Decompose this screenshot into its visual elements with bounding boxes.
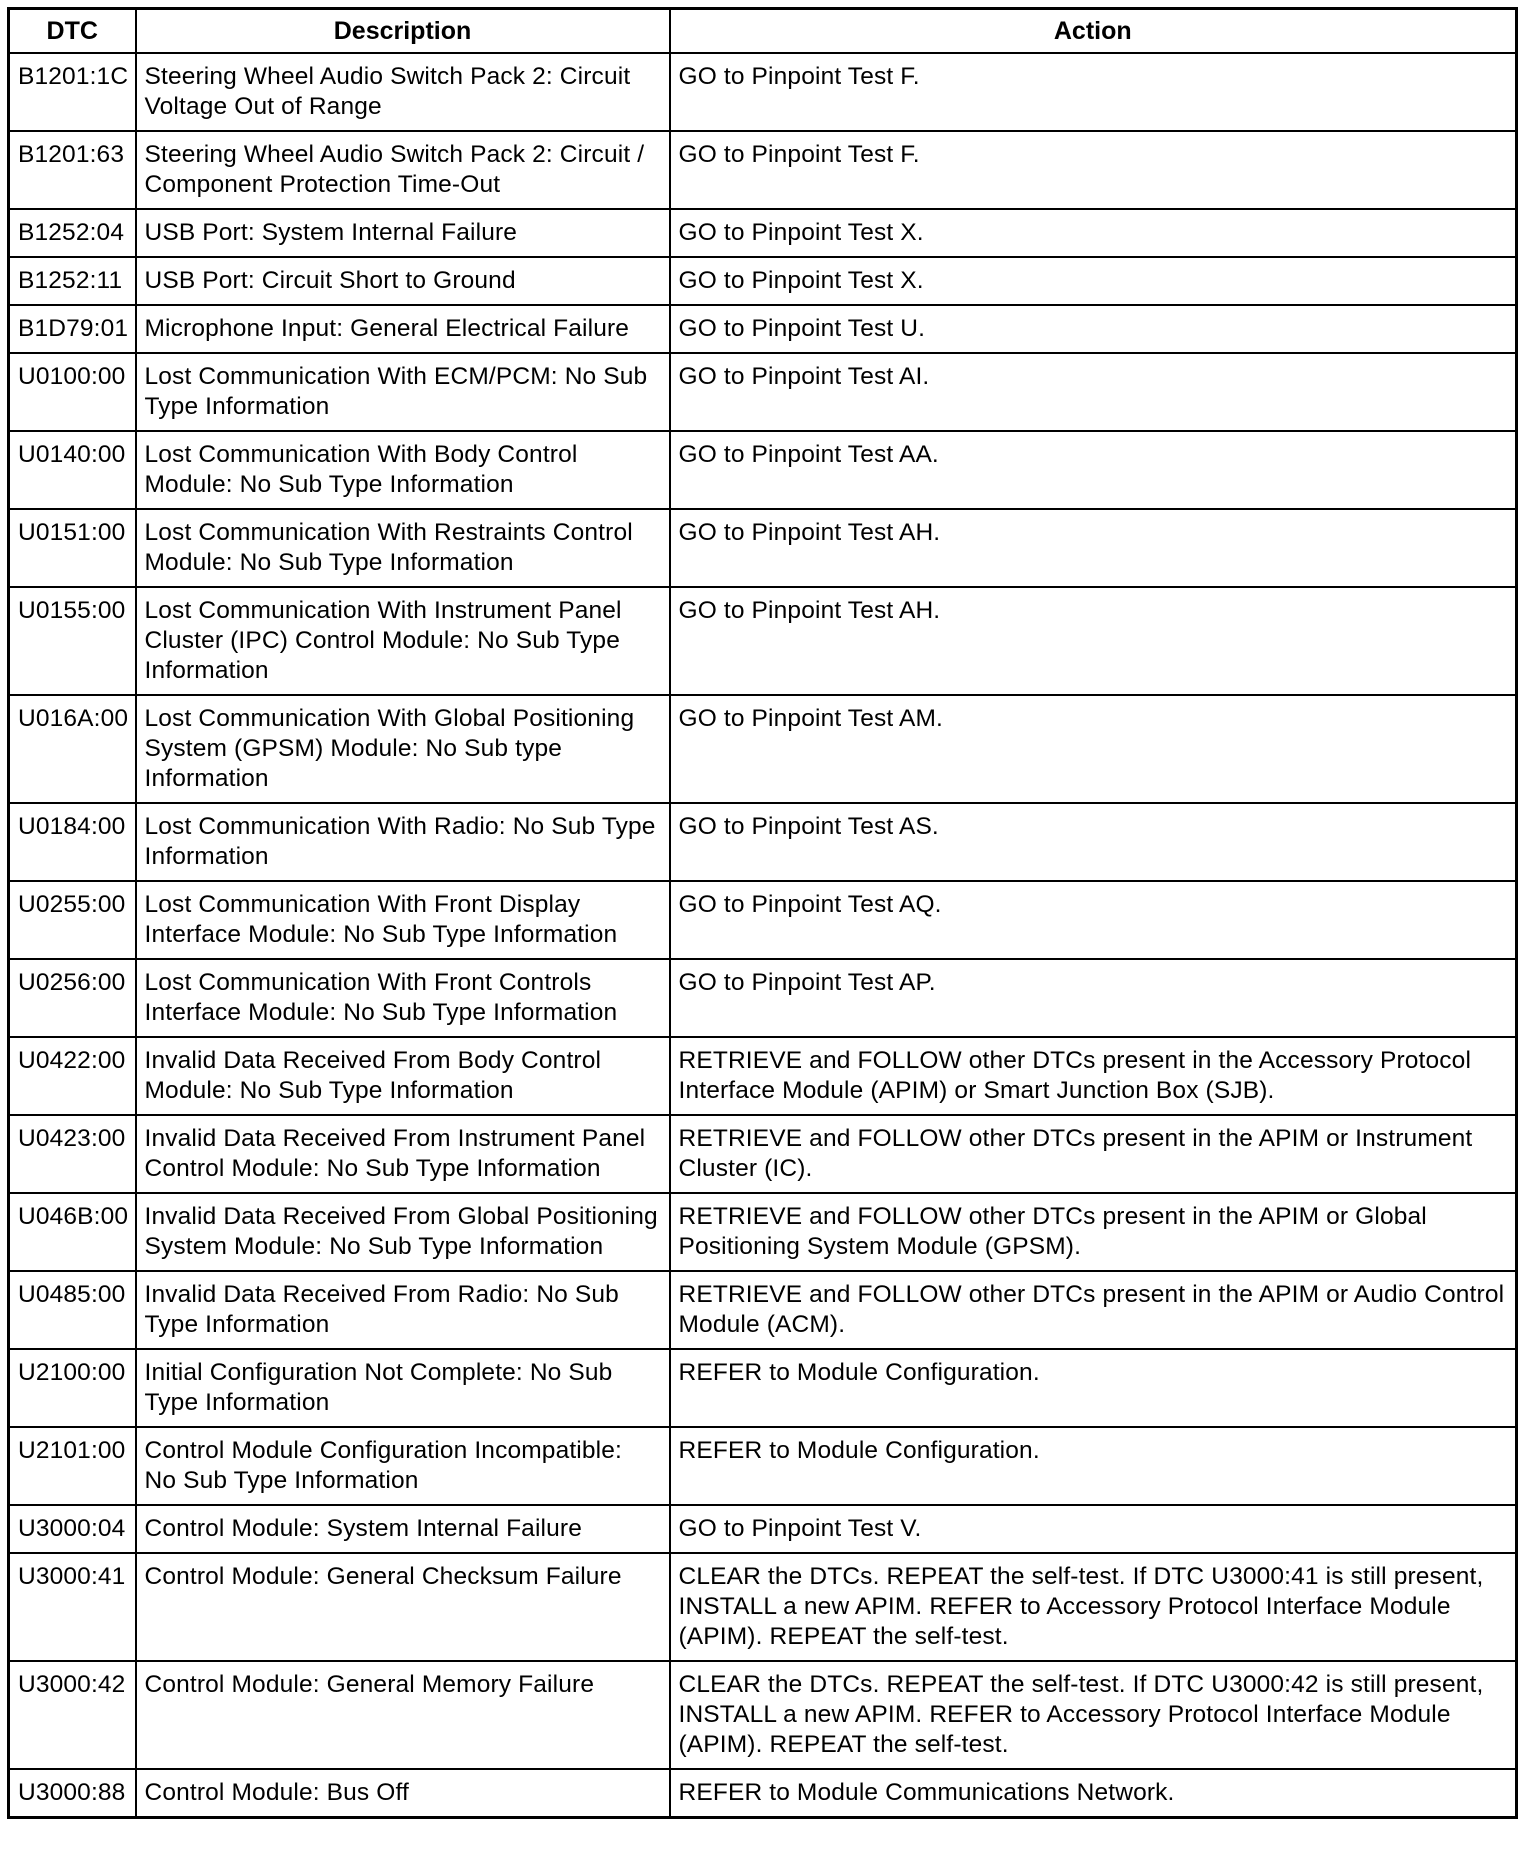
description-cell: Lost Communication With Radio: No Sub Type Information <box>136 803 670 881</box>
dtc-code-cell: U3000:04 <box>9 1505 136 1553</box>
description-cell: Lost Communication With ECM/PCM: No Sub Type Information <box>136 353 670 431</box>
description-cell: Steering Wheel Audio Switch Pack 2: Circuit / Component Protection Time-Out <box>136 131 670 209</box>
table-row <box>9 959 1517 1037</box>
table-row <box>9 1553 1517 1661</box>
header-dtc: DTC <box>9 9 136 54</box>
action-cell: RETRIEVE and FOLLOW other DTCs present in the APIM or Audio Control Module (ACM). <box>670 1271 1517 1349</box>
action-cell: CLEAR the DTCs. REPEAT the self-test. If DTC U3000:42 is still present, INSTALL a new APIM. REFER to Accessory Protocol Interface Module (APIM). REPEAT the self-test. <box>670 1661 1517 1769</box>
description-cell: Control Module: Bus Off <box>136 1769 670 1818</box>
dtc-code-cell: U016A:00 <box>9 695 136 803</box>
description-cell: USB Port: System Internal Failure <box>136 209 670 257</box>
table-row <box>9 431 1517 509</box>
action-cell: GO to Pinpoint Test F. <box>670 131 1517 209</box>
dtc-code-cell: U0184:00 <box>9 803 136 881</box>
header-action: Action <box>670 9 1517 54</box>
action-cell: RETRIEVE and FOLLOW other DTCs present in the APIM or Global Positioning System Module (GPSM). <box>670 1193 1517 1271</box>
table-row <box>9 131 1517 209</box>
table-row <box>9 1769 1517 1818</box>
dtc-code-cell: B1252:11 <box>9 257 136 305</box>
description-cell: Control Module: General Checksum Failure <box>136 1553 670 1661</box>
header-description: Description <box>136 9 670 54</box>
dtc-code-cell: U3000:41 <box>9 1553 136 1661</box>
dtc-code-cell: B1D79:01 <box>9 305 136 353</box>
description-cell: Lost Communication With Global Positioning System (GPSM) Module: No Sub type Information <box>136 695 670 803</box>
action-cell: RETRIEVE and FOLLOW other DTCs present in the Accessory Protocol Interface Module (APIM) or Smart Junction Box (SJB). <box>670 1037 1517 1115</box>
table-row <box>9 1037 1517 1115</box>
description-cell: Lost Communication With Front Display Interface Module: No Sub Type Information <box>136 881 670 959</box>
description-cell: Invalid Data Received From Radio: No Sub Type Information <box>136 1271 670 1349</box>
table-row <box>9 1427 1517 1505</box>
description-cell: Invalid Data Received From Global Positioning System Module: No Sub Type Information <box>136 1193 670 1271</box>
dtc-code-cell: U3000:88 <box>9 1769 136 1818</box>
dtc-code-cell: B1252:04 <box>9 209 136 257</box>
dtc-code-cell: U046B:00 <box>9 1193 136 1271</box>
action-cell: GO to Pinpoint Test AI. <box>670 353 1517 431</box>
description-cell: Lost Communication With Restraints Control Module: No Sub Type Information <box>136 509 670 587</box>
description-cell: Lost Communication With Body Control Module: No Sub Type Information <box>136 431 670 509</box>
action-cell: REFER to Module Communications Network. <box>670 1769 1517 1818</box>
table-row <box>9 587 1517 695</box>
action-cell: GO to Pinpoint Test AM. <box>670 695 1517 803</box>
description-cell: Initial Configuration Not Complete: No Sub Type Information <box>136 1349 670 1427</box>
table-row <box>9 803 1517 881</box>
action-cell: GO to Pinpoint Test AH. <box>670 587 1517 695</box>
dtc-code-cell: B1201:1C <box>9 53 136 131</box>
dtc-code-cell: U0155:00 <box>9 587 136 695</box>
table-row <box>9 1349 1517 1427</box>
table-header-row <box>9 9 1517 54</box>
action-cell: GO to Pinpoint Test AA. <box>670 431 1517 509</box>
dtc-code-cell: U0151:00 <box>9 509 136 587</box>
description-cell: Steering Wheel Audio Switch Pack 2: Circuit Voltage Out of Range <box>136 53 670 131</box>
description-cell: Microphone Input: General Electrical Failure <box>136 305 670 353</box>
table-row <box>9 1661 1517 1769</box>
dtc-code-cell: U0100:00 <box>9 353 136 431</box>
table-row <box>9 1271 1517 1349</box>
dtc-code-cell: U2101:00 <box>9 1427 136 1505</box>
description-cell: USB Port: Circuit Short to Ground <box>136 257 670 305</box>
action-cell: GO to Pinpoint Test U. <box>670 305 1517 353</box>
description-cell: Lost Communication With Instrument Panel Cluster (IPC) Control Module: No Sub Type Information <box>136 587 670 695</box>
action-cell: GO to Pinpoint Test X. <box>670 257 1517 305</box>
action-cell: REFER to Module Configuration. <box>670 1427 1517 1505</box>
action-cell: REFER to Module Configuration. <box>670 1349 1517 1427</box>
action-cell: GO to Pinpoint Test AH. <box>670 509 1517 587</box>
description-cell: Invalid Data Received From Instrument Panel Control Module: No Sub Type Information <box>136 1115 670 1193</box>
description-cell: Control Module: General Memory Failure <box>136 1661 670 1769</box>
action-cell: GO to Pinpoint Test F. <box>670 53 1517 131</box>
dtc-code-cell: U2100:00 <box>9 1349 136 1427</box>
table-row <box>9 53 1517 131</box>
dtc-table <box>7 7 1518 1819</box>
dtc-code-cell: U0140:00 <box>9 431 136 509</box>
action-cell: GO to Pinpoint Test AQ. <box>670 881 1517 959</box>
description-cell: Control Module: System Internal Failure <box>136 1505 670 1553</box>
action-cell: CLEAR the DTCs. REPEAT the self-test. If DTC U3000:41 is still present, INSTALL a new APIM. REFER to Accessory Protocol Interface Module (APIM). REPEAT the self-test. <box>670 1553 1517 1661</box>
description-cell: Lost Communication With Front Controls Interface Module: No Sub Type Information <box>136 959 670 1037</box>
table-row <box>9 695 1517 803</box>
description-cell: Invalid Data Received From Body Control Module: No Sub Type Information <box>136 1037 670 1115</box>
table-row <box>9 1193 1517 1271</box>
table-row <box>9 257 1517 305</box>
action-cell: GO to Pinpoint Test AS. <box>670 803 1517 881</box>
table-row <box>9 881 1517 959</box>
action-cell: RETRIEVE and FOLLOW other DTCs present in the APIM or Instrument Cluster (IC). <box>670 1115 1517 1193</box>
action-cell: GO to Pinpoint Test AP. <box>670 959 1517 1037</box>
table-row <box>9 209 1517 257</box>
table-row <box>9 353 1517 431</box>
table-row <box>9 509 1517 587</box>
table-row <box>9 1505 1517 1553</box>
dtc-code-cell: U3000:42 <box>9 1661 136 1769</box>
dtc-code-cell: U0485:00 <box>9 1271 136 1349</box>
dtc-code-cell: B1201:63 <box>9 131 136 209</box>
action-cell: GO to Pinpoint Test V. <box>670 1505 1517 1553</box>
description-cell: Control Module Configuration Incompatible: No Sub Type Information <box>136 1427 670 1505</box>
table-row <box>9 1115 1517 1193</box>
dtc-code-cell: U0256:00 <box>9 959 136 1037</box>
dtc-code-cell: U0255:00 <box>9 881 136 959</box>
dtc-code-cell: U0422:00 <box>9 1037 136 1115</box>
table-row <box>9 305 1517 353</box>
dtc-code-cell: U0423:00 <box>9 1115 136 1193</box>
action-cell: GO to Pinpoint Test X. <box>670 209 1517 257</box>
